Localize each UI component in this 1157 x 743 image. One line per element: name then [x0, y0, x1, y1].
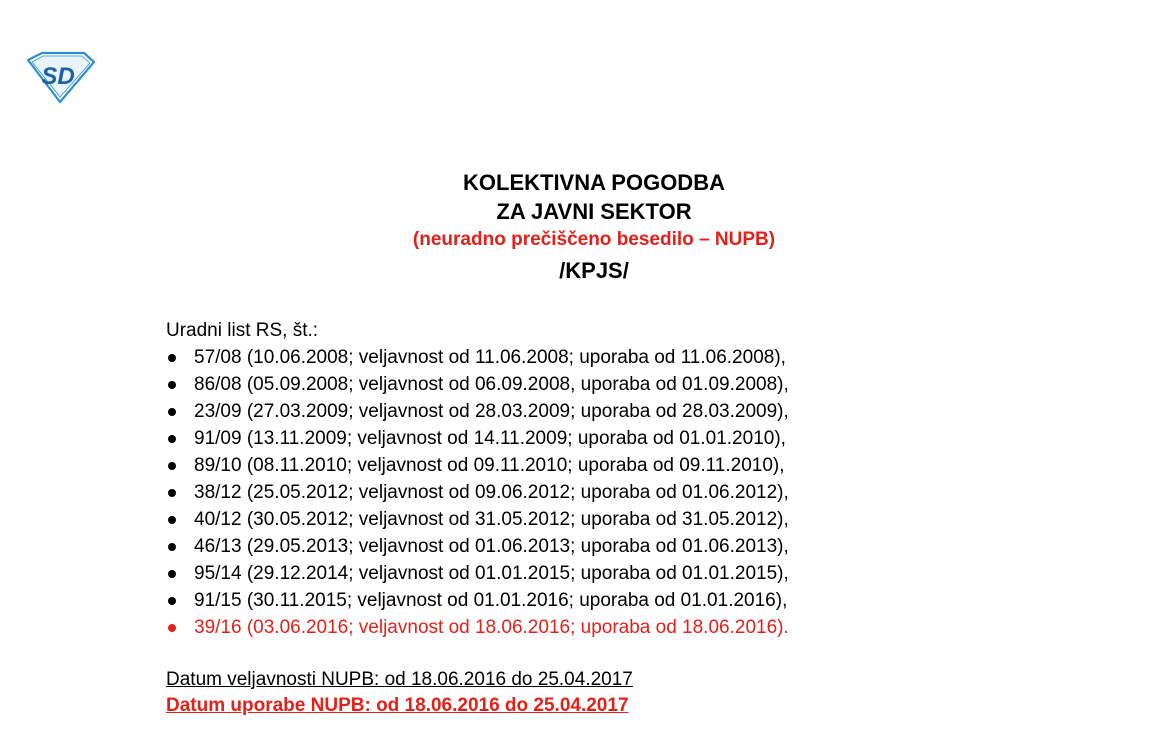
gazette-entry-text: 89/10 (08.11.2010; veljavnost od 09.11.2010; uporaba od 09.11.2010), [194, 455, 785, 476]
gazette-entry [166, 479, 1066, 506]
gazette-entry [166, 533, 1066, 560]
bullet-icon [168, 570, 176, 578]
title-subtitle: (neuradno prečiščeno besedilo – NUPB) [412, 229, 776, 250]
gazette-entry [166, 452, 1066, 479]
bullet-icon [168, 354, 176, 362]
gazette-entry-text: 91/15 (30.11.2015; veljavnost od 01.01.2016; uporaba od 01.01.2016), [194, 590, 788, 611]
shield-logo-icon [22, 50, 96, 104]
gazette-entry [166, 560, 1066, 587]
title-abbreviation: /KPJS/ [559, 258, 629, 283]
gazette-entry-text: 57/08 (10.06.2008; veljavnost od 11.06.2008; uporaba od 11.06.2008), [194, 347, 786, 368]
validity-dates [166, 667, 633, 719]
validity-date-line: Datum veljavnosti NUPB: od 18.06.2016 do 25.04.2017 [166, 669, 633, 690]
gazette-entry-text: 46/13 (29.05.2013; veljavnost od 01.06.2013; uporaba od 01.06.2013), [194, 536, 789, 557]
usage-date-line: Datum uporabe NUPB: od 18.06.2016 do 25.04.2017 [166, 695, 629, 716]
bullet-icon [168, 462, 176, 470]
gazette-entry-text: 91/09 (13.11.2009; veljavnost od 14.11.2009; uporaba od 01.01.2010), [194, 428, 786, 449]
gazette-entry [166, 398, 1066, 425]
gazette-entry-text: 23/09 (27.03.2009; veljavnost od 28.03.2009; uporaba od 28.03.2009), [194, 401, 789, 422]
bullet-icon [168, 381, 176, 389]
gazette-entry-text: 39/16 (03.06.2016; veljavnost od 18.06.2016; uporaba od 18.06.2016). [194, 617, 789, 638]
bullet-icon [168, 408, 176, 416]
gazette-entry [166, 344, 1066, 371]
gazette-entry [166, 506, 1066, 533]
bullet-icon [168, 624, 176, 632]
gazette-label: Uradni list RS, št.: [166, 320, 319, 341]
gazette-entry-text: 38/12 (25.05.2012; veljavnost od 09.06.2012; uporaba od 01.06.2012), [194, 482, 789, 503]
bullet-icon [168, 435, 176, 443]
gazette-entries-list [166, 344, 1066, 641]
document-title-block [0, 168, 1157, 288]
gazette-entry [166, 371, 1066, 398]
logo-letters: SD [41, 63, 75, 90]
title-line-1: KOLEKTIVNA POGODBA [463, 170, 725, 195]
bullet-icon [168, 516, 176, 524]
gazette-entry [166, 587, 1066, 614]
gazette-entry-text: 40/12 (30.05.2012; veljavnost od 31.05.2012; uporaba od 31.05.2012), [194, 509, 789, 530]
gazette-entry-text: 95/14 (29.12.2014; veljavnost od 01.01.2015; uporaba od 01.01.2015), [194, 563, 789, 584]
shield-logo-graphic [22, 50, 96, 104]
gazette-section [166, 318, 1066, 641]
gazette-entry-text: 86/08 (05.09.2008; veljavnost od 06.09.2008, uporaba od 01.09.2008), [194, 374, 789, 395]
bullet-icon [168, 489, 176, 497]
gazette-entry [166, 425, 1066, 452]
gazette-entry [166, 614, 1066, 641]
bullet-icon [168, 543, 176, 551]
bullet-icon [168, 597, 176, 605]
title-line-2: ZA JAVNI SEKTOR [496, 199, 692, 224]
